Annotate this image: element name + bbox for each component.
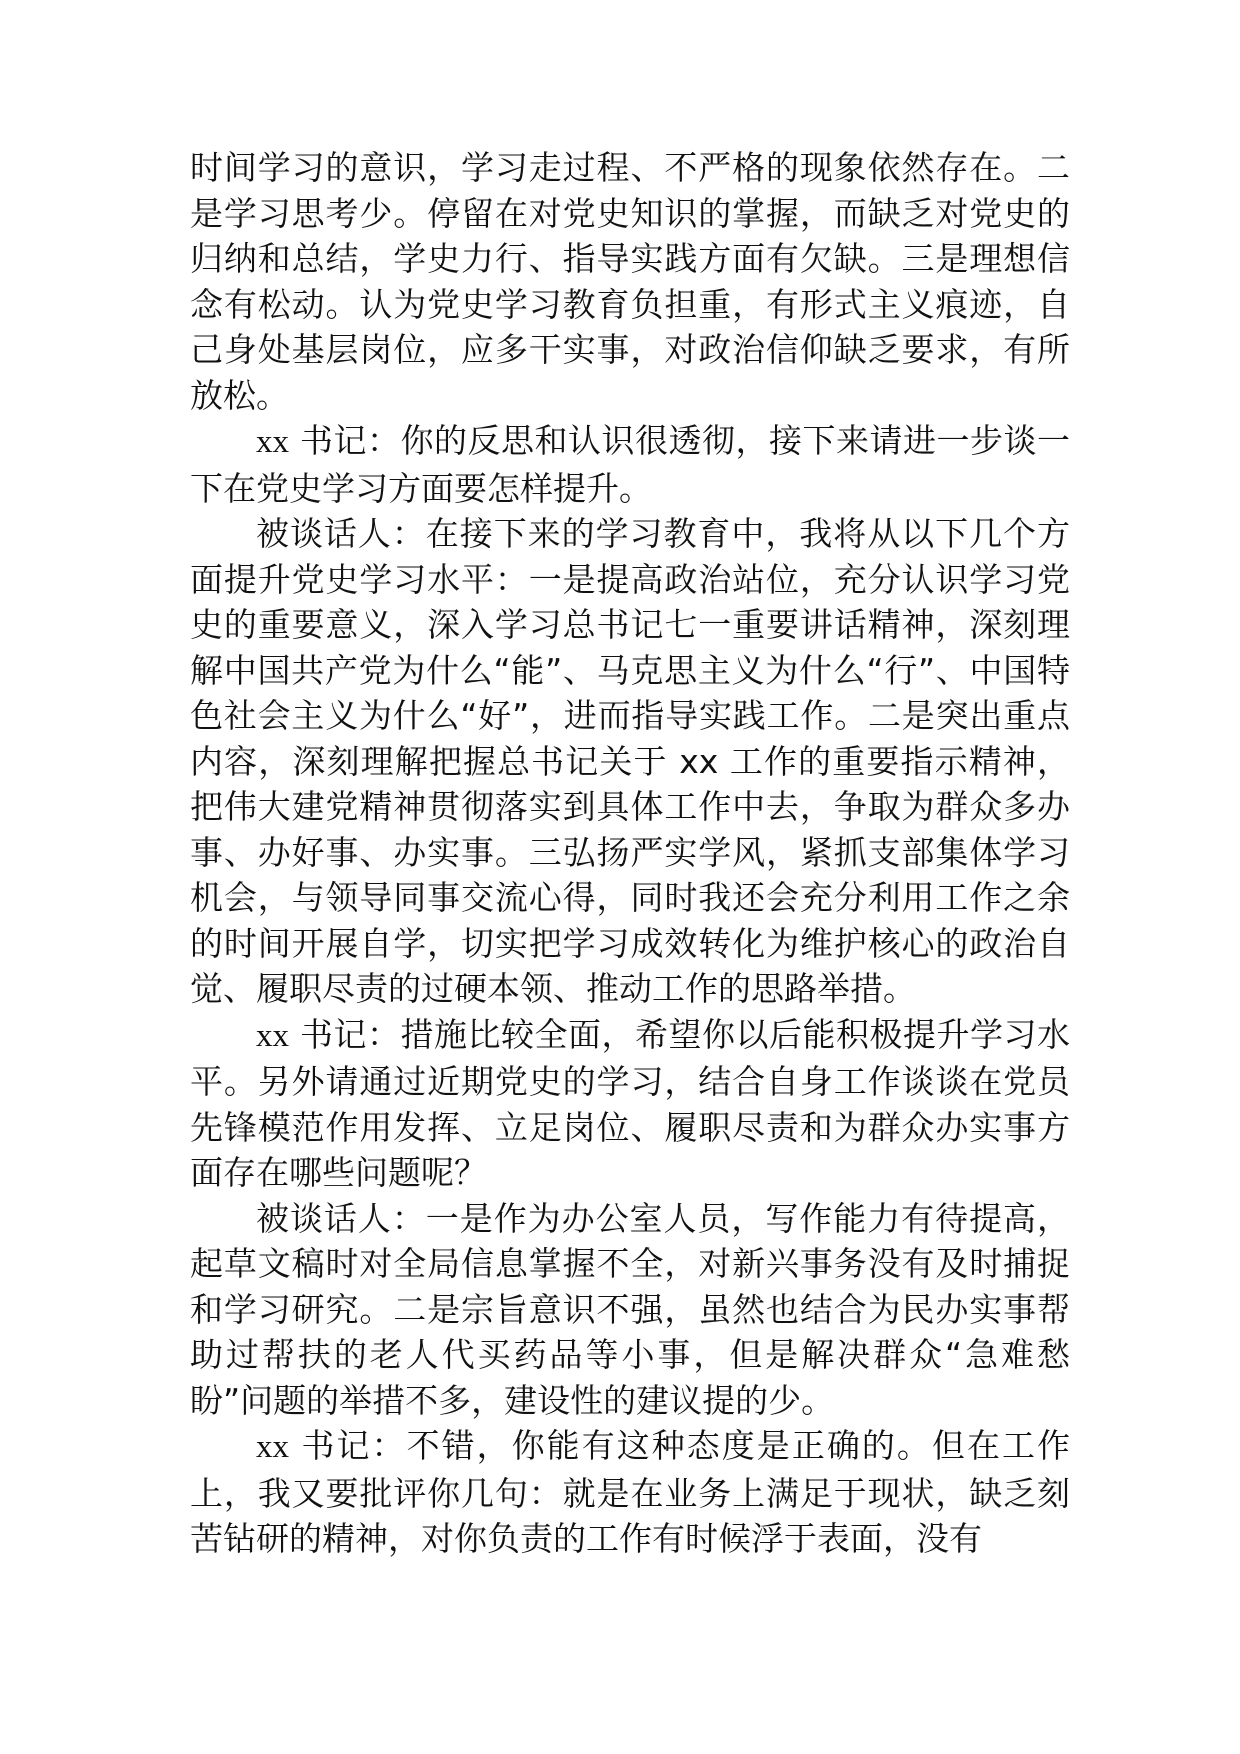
paragraph-2-speaker: xx (256, 424, 289, 460)
paragraph-5-text: 被谈话人：一是作为办公室人员，写作能力有待提高，起草文稿时对全局信息掌握不全，对新兴事务没有及时捕捉和学习研究。二是宗旨意识不强，虽然也结合为民办实事帮助过帮扶的老人代买药品等小事，但是解决群众“急难愁盼”问题的举措不多，建设性的建议提的少。 (190, 1198, 1070, 1420)
paragraph-2 (190, 418, 1070, 511)
paragraph-6-text: 书记：不错，你能有这种态度是正确的。但在工作上，我又要批评你几句：就是在业务上满足于现状，缺乏刻苦钻研的精神，对你负责的工作有时候浮于表面，没有 (190, 1426, 1070, 1558)
paragraph-2-text: 书记：你的反思和认识很透彻，接下来请进一步谈一下在党史学习方面要怎样提升。 (190, 421, 1070, 508)
paragraph-5 (190, 1196, 1070, 1424)
document-body (190, 145, 1070, 1562)
paragraph-4-speaker: xx (256, 1017, 289, 1054)
paragraph-4 (190, 1012, 1070, 1196)
paragraph-4-text: 书记：措施比较全面，希望你以后能积极提升学习水平。另外请通过近期党史的学习，结合自身工作谈谈在党员先锋模范作用发挥、立足岗位、履职尽责和为群众办实事方面存在哪些问题呢？ (190, 1014, 1070, 1192)
paragraph-6-speaker: xx (256, 1429, 289, 1465)
paragraph-3-text: 被谈话人：在接下来的学习教育中，我将从以下几个方面提升党史学习水平：一是提高政治站位，充分认识学习党史的重要意义，深入学习总书记七一重要讲话精神，深刻理解中国共产党为什么“能”、马克思主义为什么“行”、中国特色社会主义为什么“好”，进而指导实践工作。二是突出重点内容，深刻理解把握总书记关于 xx 工作的重要指示精神，把伟大建党精神贯彻落实到具体工作中去，争取为群众多办事、办好事、办实事。三弘扬严实学风，紧抓支部集体学习机会，与领导同事交流心得，同时我还会充分利用工作之余的时间开展自学，切实把学习成效转化为维护核心的政治自觉、履职尽责的过硬本领、推动工作的思路举措。 (190, 514, 1070, 1008)
paragraph-1 (190, 145, 1070, 418)
paragraph-1-text: 时间学习的意识，学习走过程、不严格的现象依然存在。二是学习思考少。停留在对党史知识的掌握，而缺乏对党史的归纳和总结，学史力行、指导实践方面有欠缺。三是理想信念有松动。认为党史学习教育负担重，有形式主义痕迹，自己身处基层岗位，应多干实事，对政治信仰缺乏要求，有所放松。 (190, 148, 1070, 415)
paragraph-3 (190, 511, 1070, 1012)
paragraph-6 (190, 1423, 1070, 1562)
